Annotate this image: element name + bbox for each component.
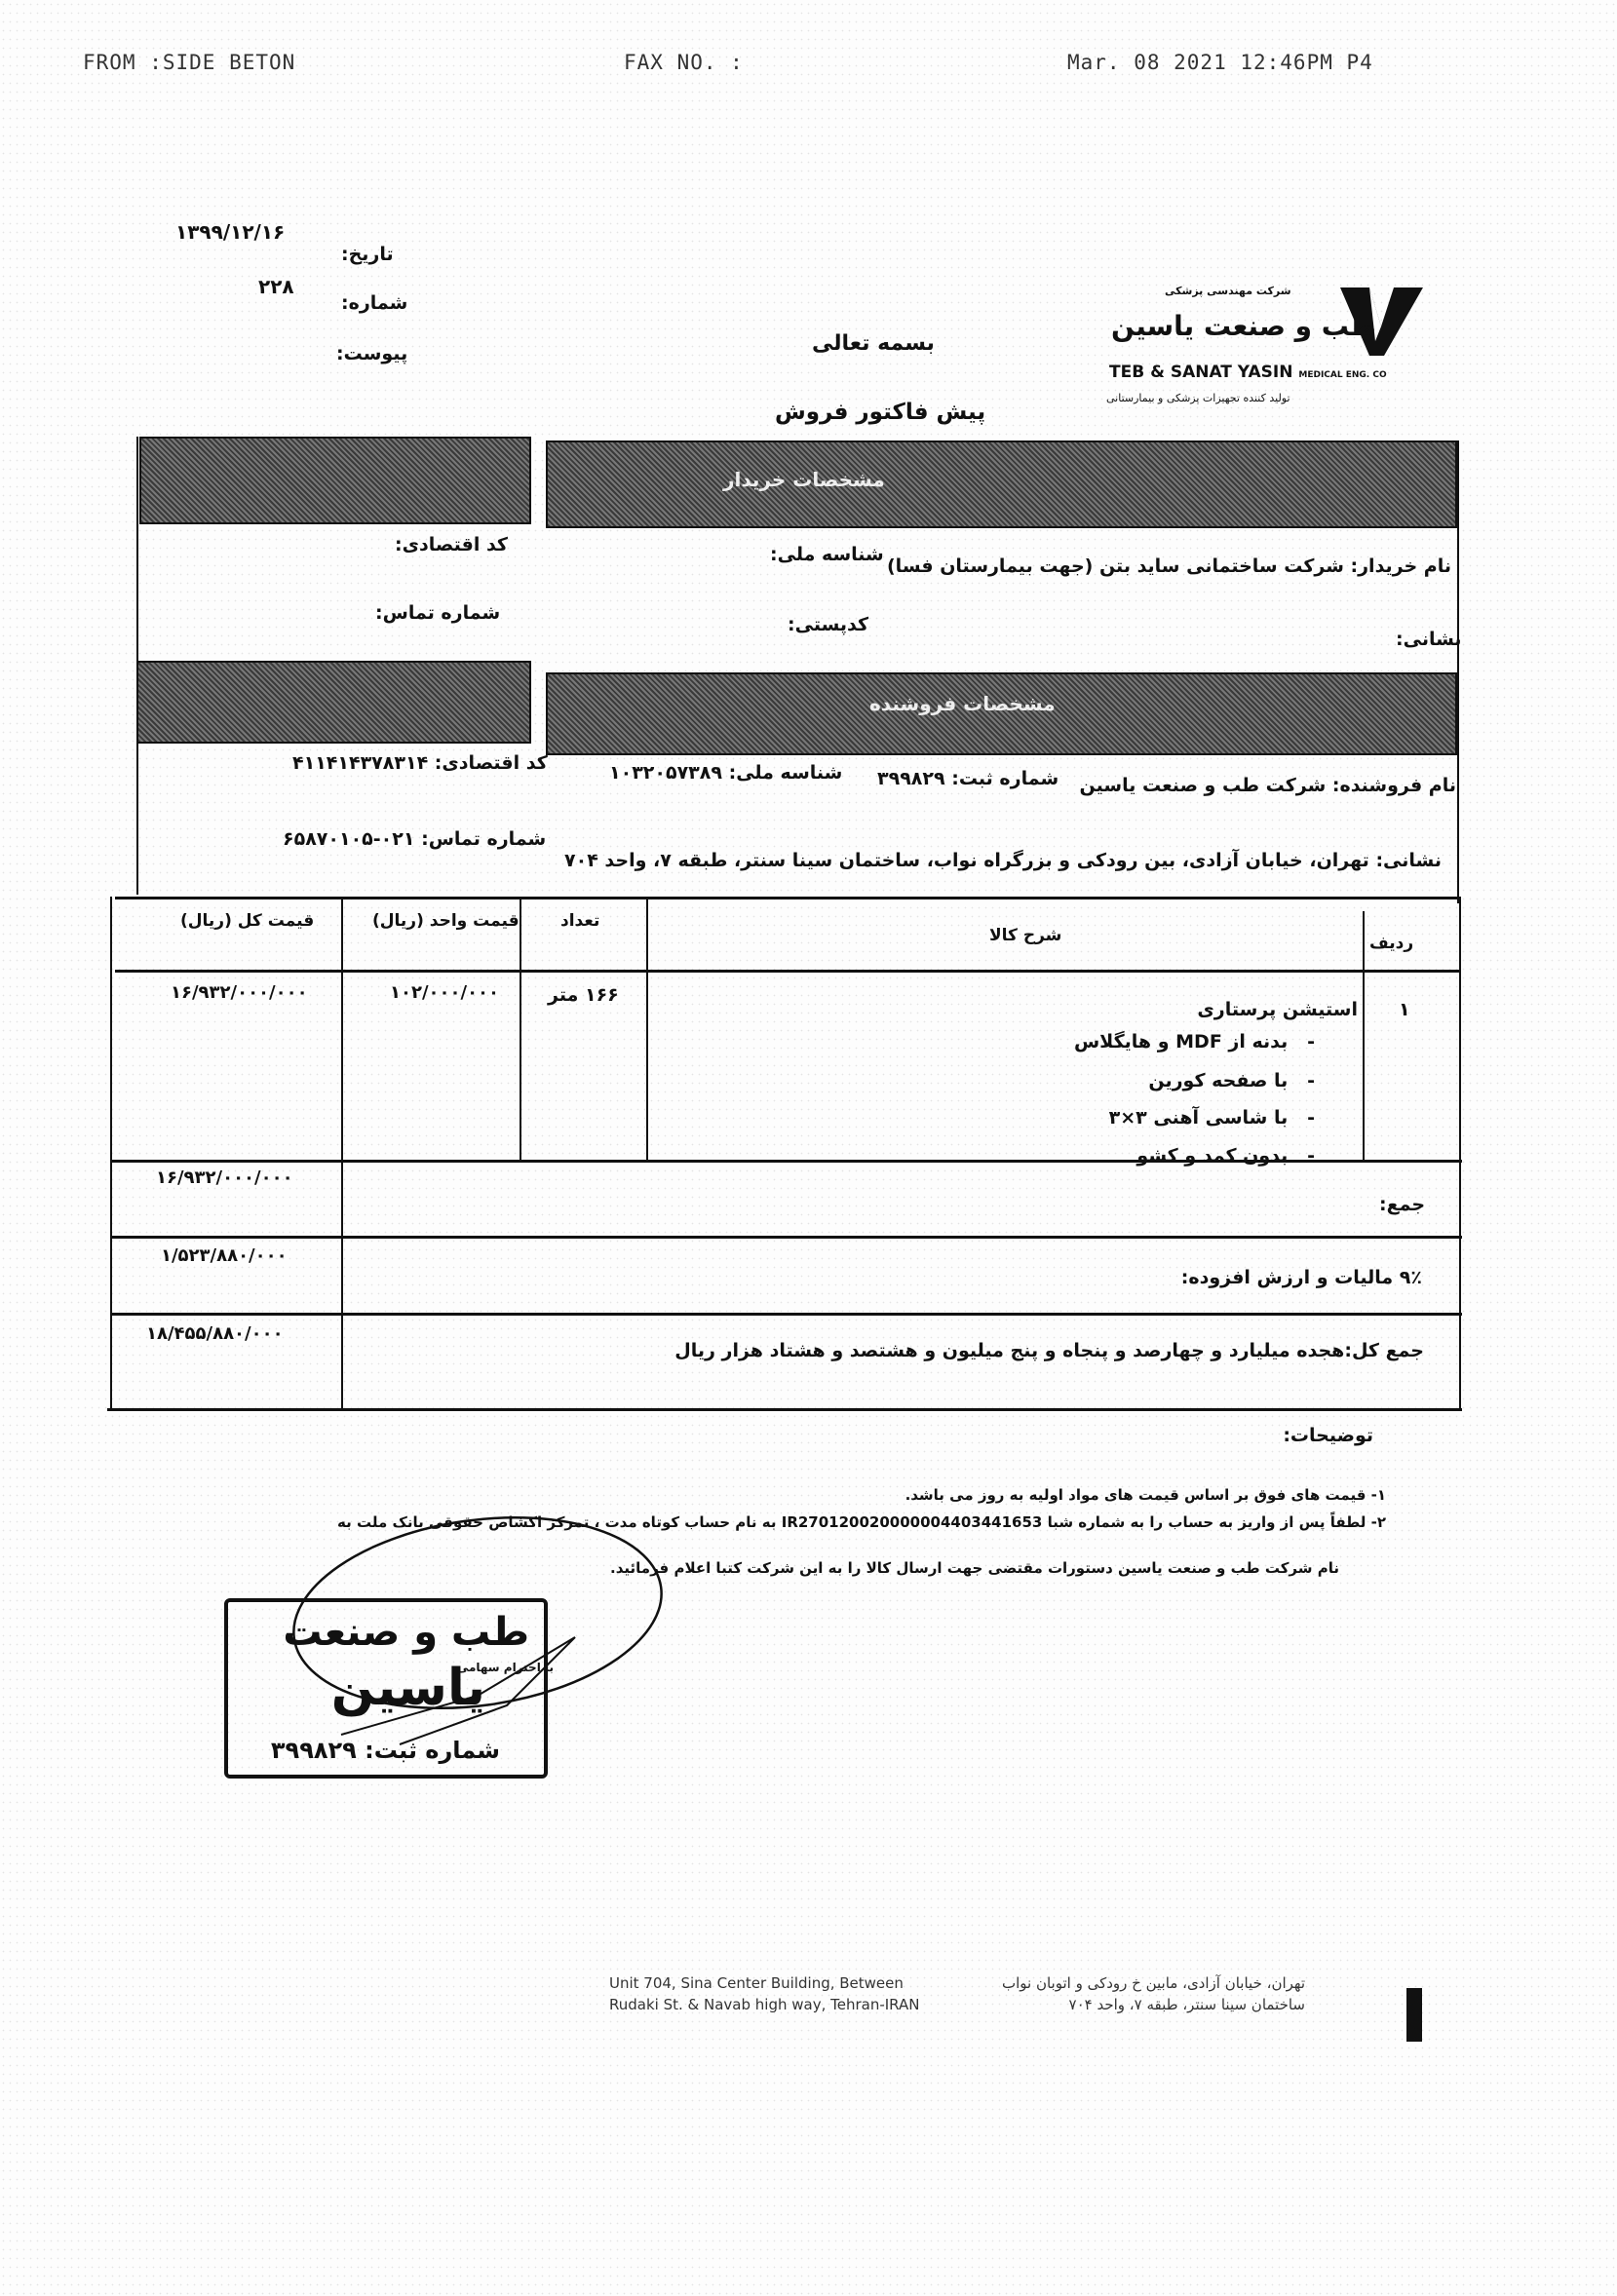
header-unit-price: قیمت واحد (ریال)	[372, 911, 520, 931]
date-label: تاریخ:	[341, 244, 394, 265]
buyer-economic-code-label: کد اقتصادی:	[395, 534, 508, 555]
buyer-name: نام خریدار: شرکت ساختمانی ساید بتن (جهت بیمارستان فسا)	[887, 555, 1451, 577]
header-row: ردیف	[1369, 934, 1414, 953]
header-qty: تعداد	[560, 911, 600, 931]
notes-title: توضیحات:	[1283, 1425, 1373, 1446]
note-item: نام شرکت طب و صنعت یاسین دستورات مقتضی جهت ارسال کالا را به این شرکت کتبا اعلام فرمائید.	[610, 1559, 1339, 1577]
note-item: ۲- لطفاً پس از واریز به حساب را به شماره شبا IR270120020000004403441653 به نام حساب کوتاه مدت ، تمرکز اکشاص حقوقی بانک ملت به	[337, 1513, 1386, 1531]
buyer-phone-label: شماره تماس:	[375, 602, 501, 624]
item-title: استیشن پرستاری	[1197, 999, 1358, 1020]
logo-top: شرکت مهندسی پزشکی	[1165, 285, 1291, 297]
logo-name-fa: طب و صنعت یاسین	[1111, 310, 1376, 342]
note-item: ۱- قیمت های فوق بر اساس قیمت های مواد اولیه به روز می باشد.	[905, 1486, 1386, 1504]
fax-datetime: Mar. 08 2021 12:46PM P4	[1067, 51, 1373, 74]
seller-name: نام فروشنده: شرکت طب و صنعت یاسین	[1079, 775, 1456, 796]
signature-icon	[283, 1501, 692, 1754]
seller-economic-code: کد اقتصادی: ۴۱۱۴۱۴۳۷۸۳۱۴	[292, 752, 548, 774]
seller-national-id: شناسه ملی: ۱۰۳۲۰۵۷۳۸۹	[609, 762, 843, 784]
tax-label: ۹٪ مالیات و ارزش افزوده:	[1180, 1267, 1422, 1288]
sum-label: جمع:	[1379, 1194, 1426, 1215]
buyer-postal-code-label: کدپستی:	[788, 614, 869, 635]
buyer-national-id-label: شناسه ملی:	[770, 544, 884, 565]
seller-reg: شماره ثبت: ۳۹۹۸۲۹	[877, 768, 1059, 789]
item-bullet: - با شاسی آهنی ۳×۳	[1108, 1107, 1315, 1129]
header-total: قیمت کل (ریال)	[180, 911, 315, 931]
footer-en: Unit 704, Sina Center Building, Between Rudaki St. & Navab high way, Tehran-IRAN	[609, 1974, 920, 2013]
grand-total-label: جمع کل:هجده میلیارد و چهارصد و پنجاه و پنج میلیون و هشتصد و هشتاد هزار ریال	[674, 1340, 1424, 1361]
buyer-header: مشخصات خریدار	[546, 440, 1457, 528]
stamp-line1: طب و صنعت	[283, 1610, 529, 1655]
item-bullet: - بدنه از MDF و هایگلاس	[1073, 1031, 1315, 1052]
item-bullet: - با صفحه کورین	[1148, 1070, 1315, 1091]
seller-address: نشانی: تهران، خیابان آزادی، بین رودکی و بزرگراه نواب، ساختمان سینا سنتر، طبقه ۷، واحد ۷۰۴	[564, 850, 1442, 871]
item-unit-price: ۱۰۲/۰۰۰/۰۰۰	[390, 982, 500, 1003]
item-bullet: - بدون کمد و کشو	[1136, 1145, 1315, 1167]
document-title: پیش فاکتور فروش	[775, 400, 986, 425]
footer-bar	[1406, 1988, 1422, 2042]
item-row-number: ۱	[1399, 999, 1410, 1020]
seller-header: مشخصات فروشنده	[546, 672, 1457, 755]
buyer-header-left	[139, 437, 531, 524]
stamp-note: با احترام سهامی	[456, 1661, 554, 1674]
attachment-label: پیوست:	[336, 343, 408, 364]
footer-fa: تهران، خیابان آزادی، مابین خ رودکی و اتوبان نواب ساختمان سینا سنتر، طبقه ۷، واحد ۷۰۴	[1001, 1974, 1305, 2013]
buyer-address-label: نشانی:	[1396, 629, 1462, 650]
item-total: ۱۶/۹۳۲/۰۰۰/۰۰۰	[171, 982, 308, 1003]
grand-total-value: ۱۸/۴۵۵/۸۸۰/۰۰۰	[146, 1323, 284, 1344]
fax-from: FROM :SIDE BETON	[83, 51, 296, 74]
fax-number: FAX NO. :	[624, 51, 744, 74]
date-value: ۱۳۹۹/۱۲/۱۶	[175, 220, 286, 244]
seller-header-left	[136, 661, 531, 744]
number-label: شماره:	[341, 292, 408, 314]
tax-value: ۱/۵۲۳/۸۸۰/۰۰۰	[161, 1245, 288, 1266]
logo-name-en: TEB & SANAT YASIN MEDICAL ENG. CO	[1109, 363, 1387, 382]
stamp-reg: شماره ثبت: ۳۹۹۸۲۹	[270, 1737, 500, 1764]
bismillah: بسمه تعالی	[812, 331, 935, 356]
number-value: ۲۲۸	[258, 275, 294, 298]
stamp-line2: یاسین	[330, 1659, 485, 1717]
sum-value: ۱۶/۹۳۲/۰۰۰/۰۰۰	[156, 1167, 293, 1188]
item-qty: ۱۶۶ متر	[548, 984, 619, 1006]
logo-tagline: تولید کننده تجهیزات پزشکی و بیمارستانی	[1106, 392, 1290, 404]
header-description: شرح کالا	[989, 926, 1062, 945]
seller-phone: شماره تماس: ۰۲۱-۶۵۸۷۰۱۰۵	[283, 828, 547, 850]
